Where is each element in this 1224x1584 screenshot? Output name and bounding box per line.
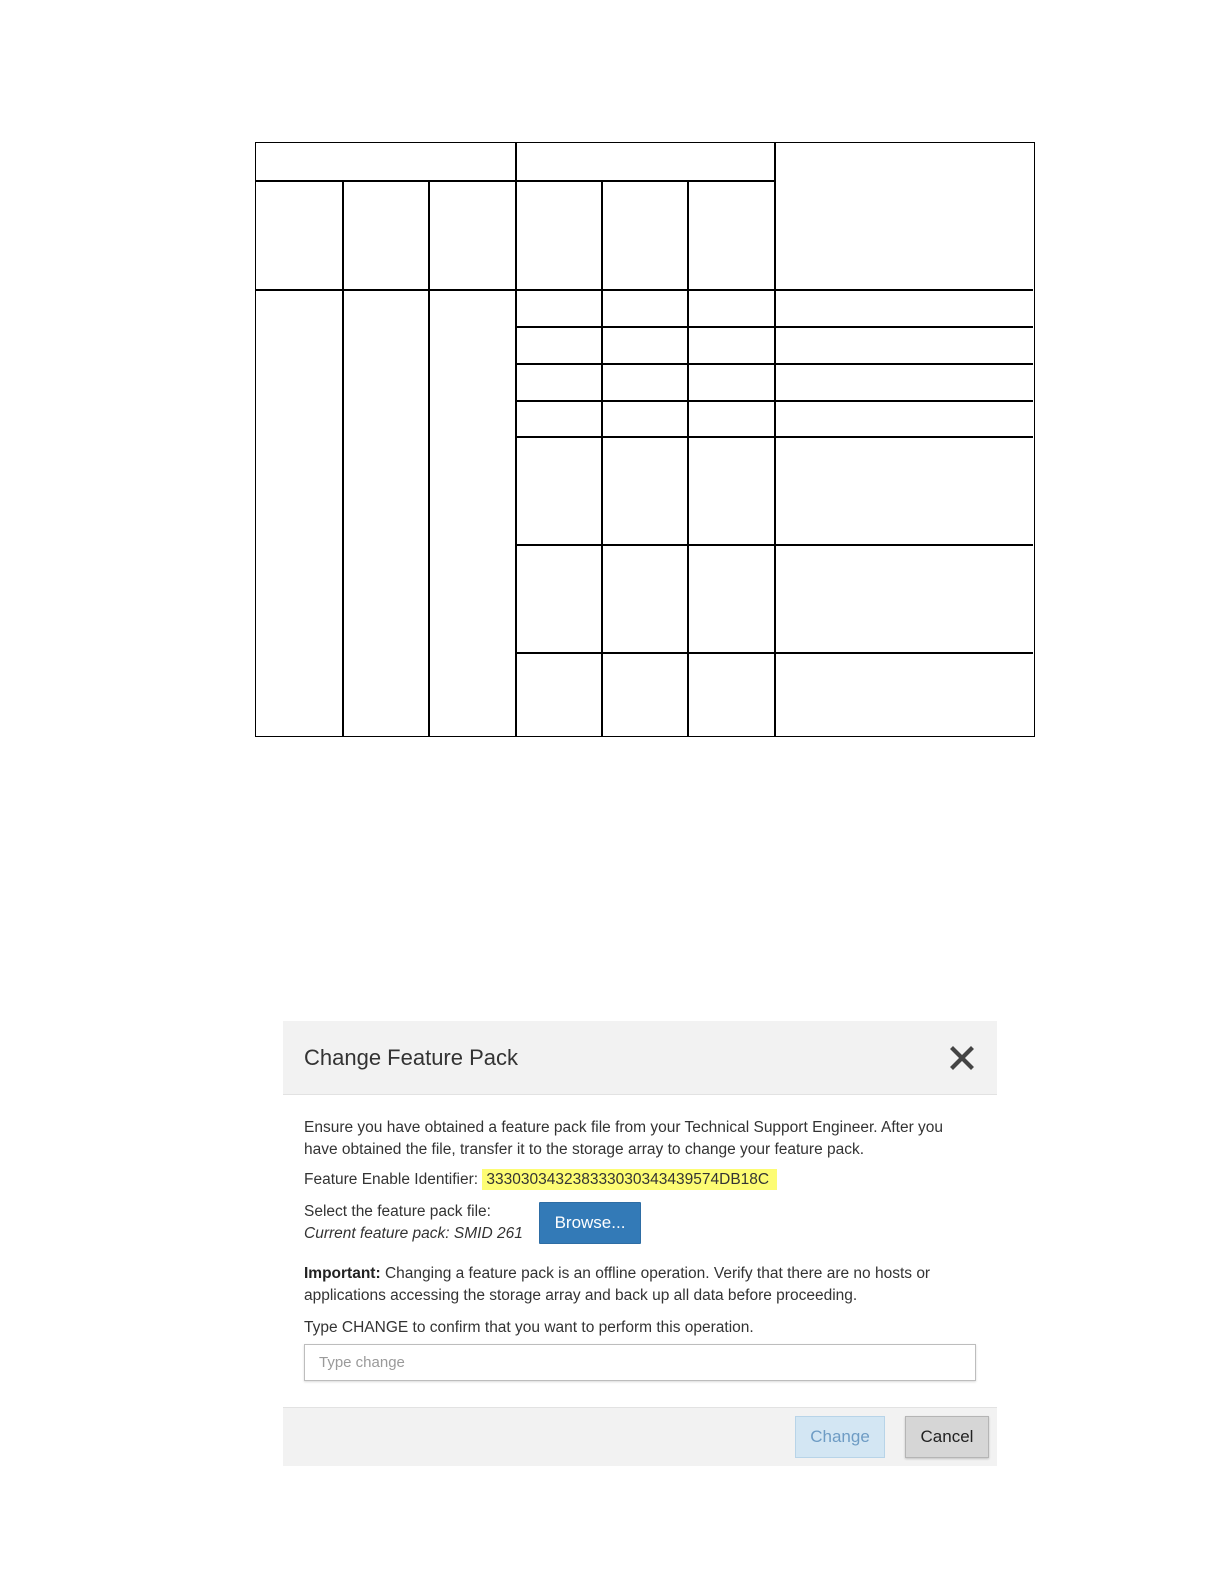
- identifier-row: [304, 1169, 777, 1191]
- identifier-value: 333030343238333030343439574DB18C: [482, 1169, 777, 1190]
- dialog-body: [304, 1117, 976, 1336]
- identifier-label: Feature Enable Identifier:: [304, 1171, 479, 1188]
- current-feature-pack: Current feature pack: SMID 261: [304, 1225, 523, 1242]
- dialog-footer: [283, 1407, 997, 1466]
- important-label: Important:: [304, 1265, 381, 1282]
- table-rule: [601, 180, 603, 736]
- table-rule: [687, 180, 689, 736]
- intro-text: Ensure you have obtained a feature pack file from your Technical Support Engineer. After you have obtained the file, transfer it to the storage array to change your feature pack.: [304, 1119, 944, 1158]
- change-button[interactable]: Change: [795, 1416, 885, 1458]
- table-rule: [774, 143, 776, 736]
- table-rule: [428, 180, 430, 736]
- empty-grid-table: [255, 142, 1035, 737]
- select-file-label: Select the feature pack file:: [304, 1203, 491, 1220]
- table-rule: [342, 180, 344, 736]
- cancel-button[interactable]: Cancel: [905, 1416, 989, 1458]
- table-rule: [256, 289, 1033, 291]
- table-rule: [515, 143, 517, 736]
- select-file-row: [304, 1201, 976, 1245]
- important-text: Changing a feature pack is an offline operation. Verify that there are no hosts or applications accessing the storage array and back up all data before proceeding.: [304, 1265, 931, 1304]
- confirm-change-input[interactable]: [304, 1344, 976, 1381]
- close-x-icon[interactable]: [947, 1043, 977, 1073]
- change-feature-pack-dialog: [283, 1021, 997, 1466]
- important-notice: [304, 1263, 976, 1307]
- dialog-header: [283, 1021, 997, 1095]
- confirm-label: Type CHANGE to confirm that you want to perform this operation.: [304, 1319, 754, 1336]
- browse-button[interactable]: Browse...: [539, 1202, 641, 1244]
- dialog-title: Change Feature Pack: [304, 1045, 519, 1070]
